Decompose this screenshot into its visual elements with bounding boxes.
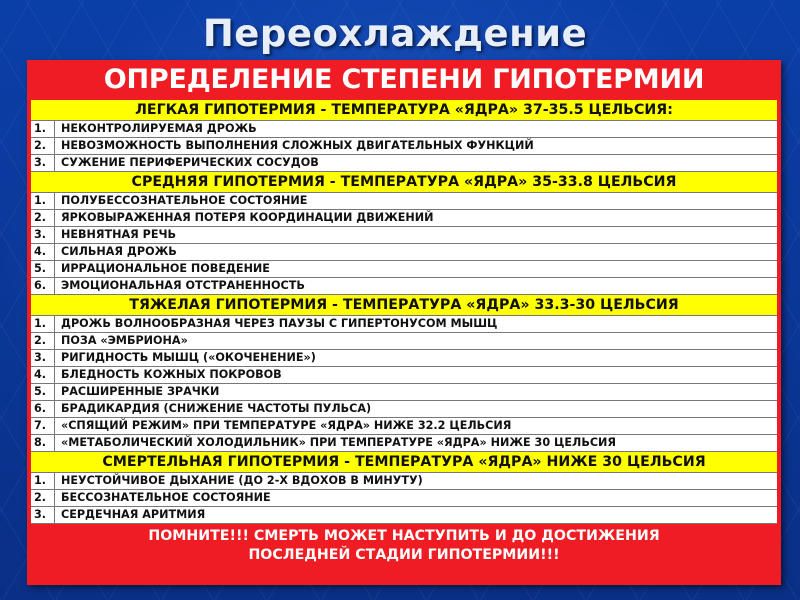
row-number: 3.: [31, 507, 55, 523]
row-number: 2.: [31, 490, 55, 506]
row-text: БРАДИКАРДИЯ (СНИЖЕНИЕ ЧАСТОТЫ ПУЛЬСА): [61, 402, 372, 415]
row-text: ДРОЖЬ ВОЛНООБРАЗНАЯ ЧЕРЕЗ ПАУЗЫ С ГИПЕРТОНУСОМ МЫШЦ: [61, 317, 498, 330]
table-row: [31, 316, 777, 333]
section-header-lethal: СМЕРТЕЛЬНАЯ ГИПОТЕРМИЯ - ТЕМПЕРАТУРА «ЯДРА» НИЖЕ 30 ЦЕЛЬСИЯ: [31, 452, 777, 473]
row-text: СУЖЕНИЕ ПЕРИФЕРИЧЕСКИХ СОСУДОВ: [61, 156, 319, 169]
hypothermia-table: [27, 60, 781, 585]
table-row: [31, 367, 777, 384]
table-row: [31, 473, 777, 490]
row-number: 2.: [31, 138, 55, 154]
table-row: [31, 244, 777, 261]
row-text: ЭМОЦИОНАЛЬНАЯ ОТСТРАНЕННОСТЬ: [61, 279, 305, 292]
warning-line-1: ПОМНИТЕ!!! СМЕРТЬ МОЖЕТ НАСТУПИТЬ И ДО ДОСТИЖЕНИЯ: [148, 528, 660, 544]
row-text: ЯРКОВЫРАЖЕННАЯ ПОТЕРЯ КООРДИНАЦИИ ДВИЖЕНИЙ: [61, 211, 434, 224]
row-text: ПОЛУБЕССОЗНАТЕЛЬНОЕ СОСТОЯНИЕ: [61, 194, 308, 207]
row-text: БЛЕДНОСТЬ КОЖНЫХ ПОКРОВОВ: [61, 368, 282, 381]
table-row: [31, 490, 777, 507]
row-number: 1.: [31, 473, 55, 489]
table-title: ОПРЕДЕЛЕНИЕ СТЕПЕНИ ГИПОТЕРМИИ: [103, 64, 705, 95]
row-number: 5.: [31, 261, 55, 277]
table-row: [31, 138, 777, 155]
table-row: [31, 155, 777, 172]
section-header-severe: ТЯЖЕЛАЯ ГИПОТЕРМИЯ - ТЕМПЕРАТУРА «ЯДРА» 33.3-30 ЦЕЛЬСИЯ: [31, 295, 777, 316]
row-number: 2.: [31, 333, 55, 349]
table-row: [31, 227, 777, 244]
row-number: 2.: [31, 210, 55, 226]
table-row: [31, 401, 777, 418]
row-number: 6.: [31, 401, 55, 417]
row-text: «СПЯЩИЙ РЕЖИМ» ПРИ ТЕМПЕРАТУРЕ «ЯДРА» НИЖЕ 32.2 ЦЕЛЬСИЯ: [61, 419, 512, 432]
row-number: 8.: [31, 435, 55, 451]
table-row: [31, 384, 777, 401]
row-number: 1.: [31, 193, 55, 209]
row-number: 3.: [31, 155, 55, 171]
row-number: 3.: [31, 227, 55, 243]
row-text: НЕВОЗМОЖНОСТЬ ВЫПОЛНЕНИЯ СЛОЖНЫХ ДВИГАТЕЛЬНЫХ ФУНКЦИЙ: [61, 139, 534, 152]
row-text: НЕВНЯТНАЯ РЕЧЬ: [61, 228, 177, 241]
table-row: [31, 333, 777, 350]
slide-title: Переохлаждение: [202, 12, 588, 55]
table-row: [31, 507, 777, 524]
row-text: БЕССОЗНАТЕЛЬНОЕ СОСТОЯНИЕ: [61, 491, 271, 504]
row-text: НЕКОНТРОЛИРУЕМАЯ ДРОЖЬ: [61, 122, 257, 135]
row-text: НЕУСТОЙЧИВОЕ ДЫХАНИЕ (ДО 2-Х ВДОХОВ В МИНУТУ): [61, 474, 423, 487]
row-text: ПОЗА «ЭМБРИОНА»: [61, 334, 188, 347]
table-row: [31, 121, 777, 138]
row-text: РИГИДНОСТЬ МЫШЦ («ОКОЧЕНЕНИЕ»): [61, 351, 316, 364]
warning-line-2: ПОСЛЕДНЕЙ СТАДИИ ГИПОТЕРМИИ!!!: [248, 547, 560, 563]
row-text: СЕРДЕЧНАЯ АРИТМИЯ: [61, 508, 206, 521]
row-number: 1.: [31, 121, 55, 137]
row-number: 4.: [31, 244, 55, 260]
table-row: [31, 435, 777, 452]
section-header-mild: ЛЕГКАЯ ГИПОТЕРМИЯ - ТЕМПЕРАТУРА «ЯДРА» 37-35.5 ЦЕЛЬСИЯ:: [31, 100, 777, 121]
table-row: [31, 261, 777, 278]
table-row: [31, 418, 777, 435]
row-number: 5.: [31, 384, 55, 400]
row-number: 7.: [31, 418, 55, 434]
section-header-moderate: СРЕДНЯЯ ГИПОТЕРМИЯ - ТЕМПЕРАТУРА «ЯДРА» 35-33.8 ЦЕЛЬСИЯ: [31, 172, 777, 193]
warning-footer: [31, 524, 777, 565]
row-text: РАСШИРЕННЫЕ ЗРАЧКИ: [61, 385, 220, 398]
table-row: [31, 278, 777, 295]
table-row: [31, 193, 777, 210]
table-row: [31, 210, 777, 227]
row-number: 4.: [31, 367, 55, 383]
row-number: 1.: [31, 316, 55, 332]
row-text: ИРРАЦИОНАЛЬНОЕ ПОВЕДЕНИЕ: [61, 262, 270, 275]
table-row: [31, 350, 777, 367]
row-text: «МЕТАБОЛИЧЕСКИЙ ХОЛОДИЛЬНИК» ПРИ ТЕМПЕРАТУРЕ «ЯДРА» НИЖЕ 30 ЦЕЛЬСИЯ: [61, 436, 617, 449]
row-number: 6.: [31, 278, 55, 294]
row-number: 3.: [31, 350, 55, 366]
row-text: СИЛЬНАЯ ДРОЖЬ: [61, 245, 177, 258]
